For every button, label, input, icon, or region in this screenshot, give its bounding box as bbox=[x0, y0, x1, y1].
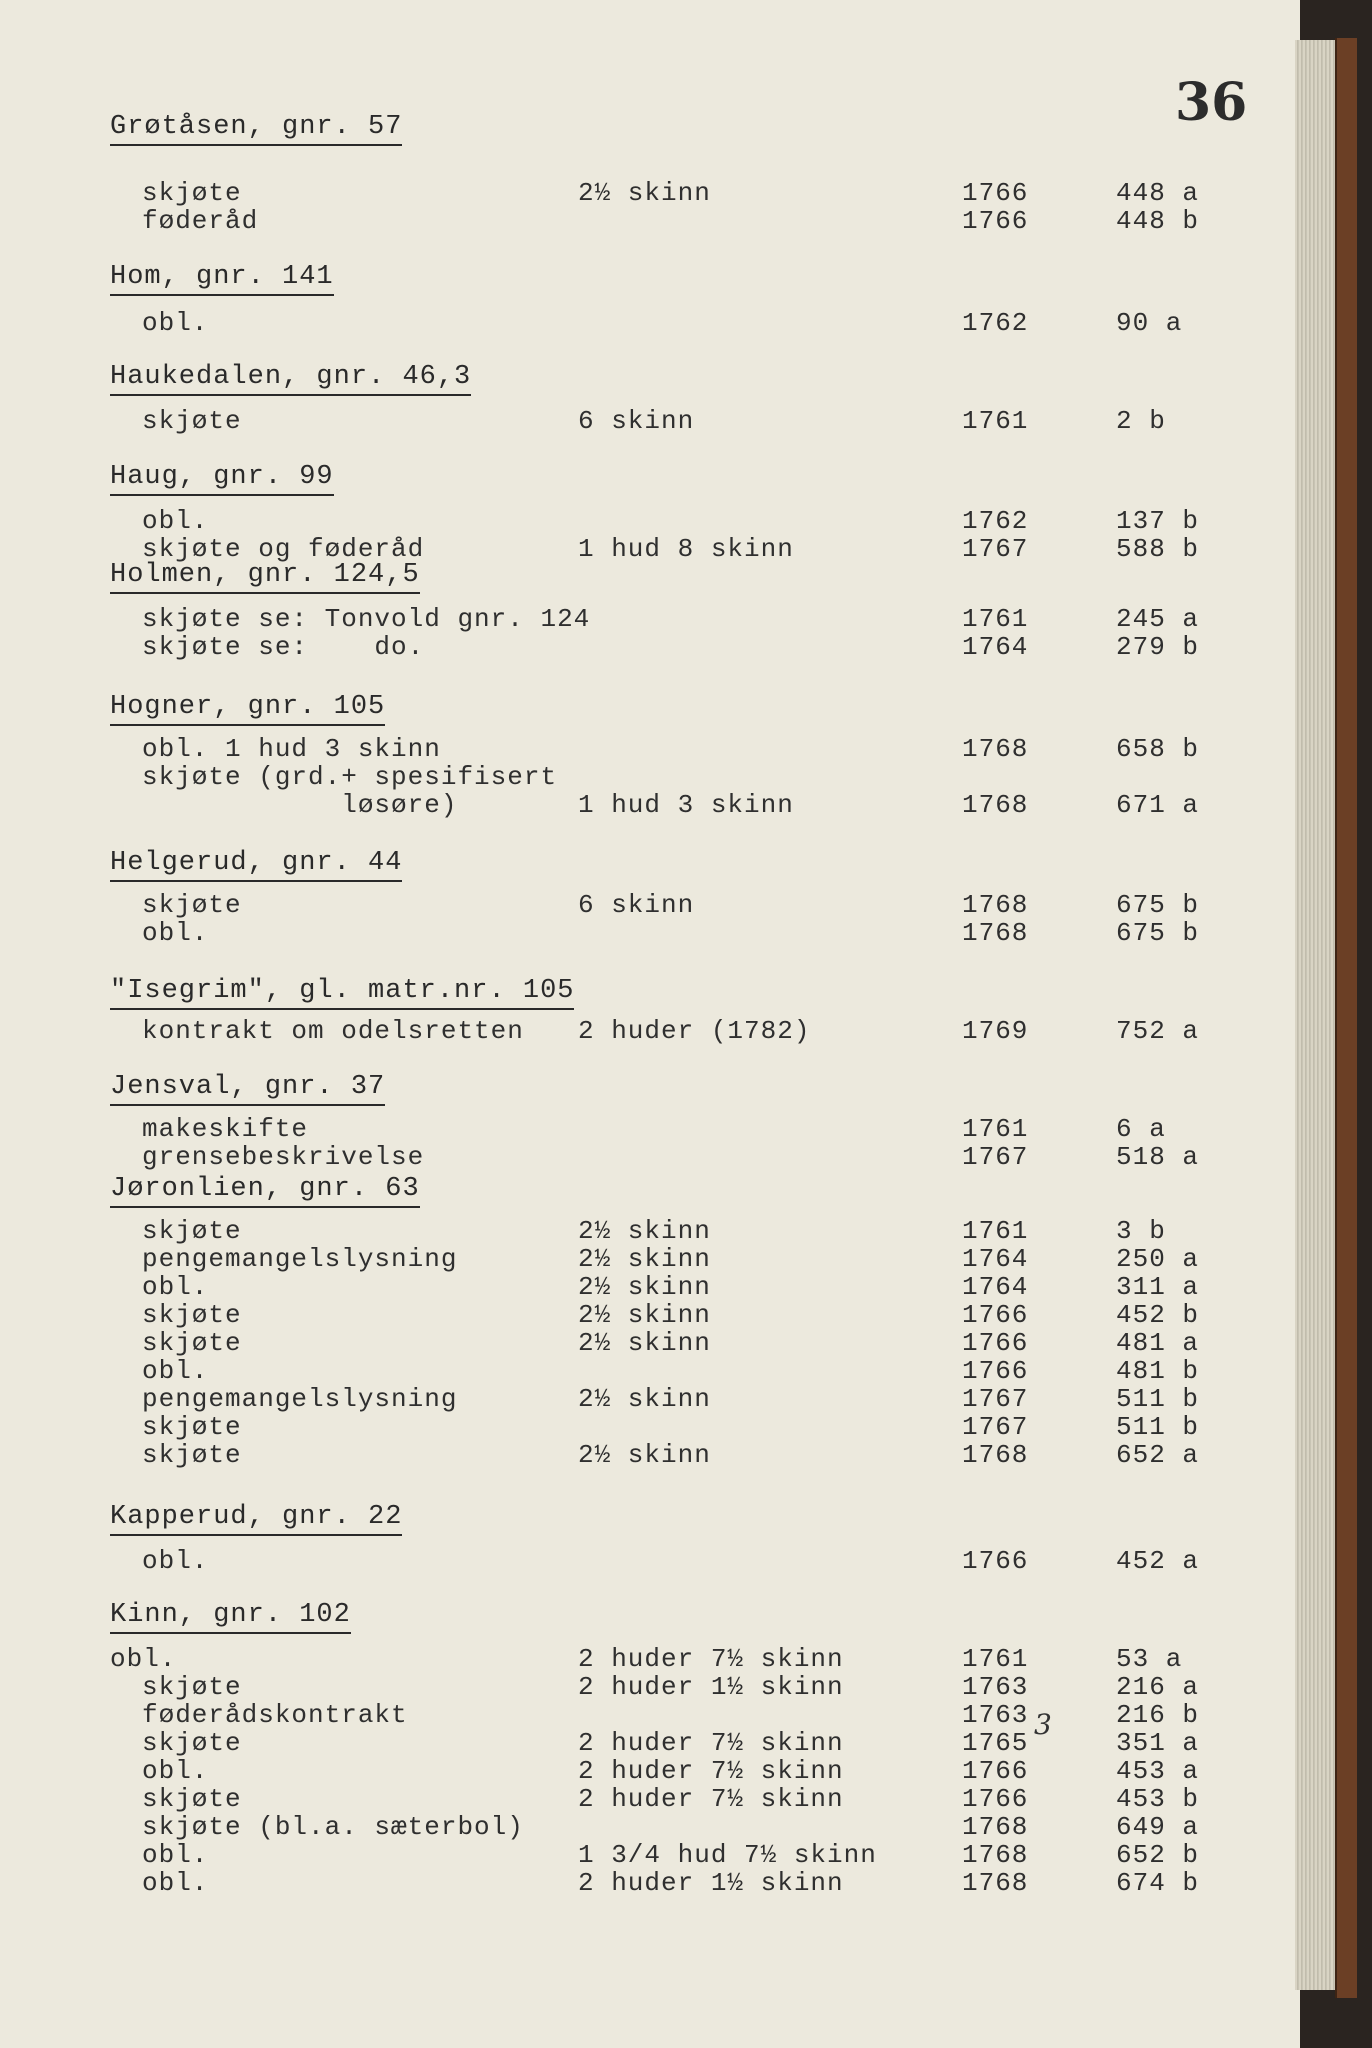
entry-year: 1768 bbox=[962, 1868, 1029, 1898]
section-heading: Holmen, gnr. 124,5 bbox=[110, 560, 420, 594]
entry-desc: føderåd bbox=[142, 206, 259, 236]
entry-desc: føderådskontrakt bbox=[142, 1700, 408, 1730]
entry-desc: skjøte bbox=[142, 178, 242, 208]
entry-size: 2½ skinn bbox=[578, 1300, 711, 1330]
section-heading: Jensval, gnr. 37 bbox=[110, 1072, 385, 1106]
entry-ref: 588 b bbox=[1116, 534, 1200, 564]
entry-size: 2½ skinn bbox=[578, 1216, 711, 1246]
entry-ref: 279 b bbox=[1116, 632, 1200, 662]
entry-year: 1761 bbox=[962, 1216, 1029, 1246]
section-heading: Haukedalen, gnr. 46,3 bbox=[110, 362, 471, 396]
entry-year: 1766 bbox=[962, 1328, 1029, 1358]
entry-size: 2½ skinn bbox=[578, 1272, 711, 1302]
entry-desc: obl. bbox=[142, 1356, 209, 1386]
entry-year: 1763 bbox=[962, 1700, 1029, 1730]
entry-desc: obl. bbox=[142, 506, 209, 536]
entry-ref: 250 a bbox=[1116, 1244, 1200, 1274]
entry-year: 1766 bbox=[962, 1756, 1029, 1786]
entry-desc: skjøte bbox=[142, 1300, 242, 1330]
entry-year: 1761 bbox=[962, 1644, 1029, 1674]
entry-desc: obl. bbox=[142, 918, 209, 948]
entry-year: 1768 bbox=[962, 890, 1029, 920]
entry-ref: 453 a bbox=[1116, 1756, 1200, 1786]
entry-ref: 2 b bbox=[1116, 406, 1166, 436]
entry-year: 1769 bbox=[962, 1016, 1029, 1046]
book-cover-edge bbox=[1335, 38, 1357, 1998]
section-heading: Kapperud, gnr. 22 bbox=[110, 1502, 402, 1536]
entry-desc: skjøte bbox=[142, 1412, 242, 1442]
entry-size: 2½ skinn bbox=[578, 1328, 711, 1358]
entry-desc: skjøte (grd.+ spesifisert bbox=[142, 762, 558, 792]
section-heading: "Isegrim", gl. matr.nr. 105 bbox=[110, 976, 574, 1010]
entry-desc: skjøte se: do. bbox=[142, 632, 425, 662]
entry-size: 6 skinn bbox=[578, 406, 695, 436]
entry-desc: obl. bbox=[142, 1868, 209, 1898]
entry-desc: skjøte bbox=[142, 1728, 242, 1758]
entry-desc: skjøte bbox=[142, 1784, 242, 1814]
entry-year: 1768 bbox=[962, 1440, 1029, 1470]
entry-desc: obl. bbox=[110, 1644, 177, 1674]
entry-size: 2½ skinn bbox=[578, 178, 711, 208]
entry-ref: 518 a bbox=[1116, 1142, 1200, 1172]
section-heading: Grøtåsen, gnr. 57 bbox=[110, 112, 402, 146]
entry-year: 1766 bbox=[962, 1356, 1029, 1386]
page-number: 36 bbox=[1175, 72, 1248, 133]
entry-desc: skjøte bbox=[142, 1216, 242, 1246]
entry-year: 1764 bbox=[962, 1244, 1029, 1274]
entry-desc: skjøte se: Tonvold gnr. 124 bbox=[142, 604, 591, 634]
entry-desc: skjøte (bl.a. sæterbol) bbox=[142, 1812, 524, 1842]
entry-ref: 311 a bbox=[1116, 1272, 1200, 1302]
entry-desc: obl. bbox=[142, 1756, 209, 1786]
entry-size: 2 huder 7½ skinn bbox=[578, 1784, 844, 1814]
entry-year: 1765 bbox=[962, 1728, 1029, 1758]
entry-ref: 674 b bbox=[1116, 1868, 1200, 1898]
entry-year: 1766 bbox=[962, 1300, 1029, 1330]
entry-size: 2½ skinn bbox=[578, 1440, 711, 1470]
entry-year: 1768 bbox=[962, 1812, 1029, 1842]
entry-desc: skjøte bbox=[142, 406, 242, 436]
entry-desc: obl. bbox=[142, 1546, 209, 1576]
section-heading: Helgerud, gnr. 44 bbox=[110, 848, 402, 882]
entry-year: 1768 bbox=[962, 734, 1029, 764]
entry-ref: 53 a bbox=[1116, 1644, 1183, 1674]
entry-ref: 511 b bbox=[1116, 1412, 1200, 1442]
entry-ref: 216 b bbox=[1116, 1700, 1200, 1730]
entry-year: 1761 bbox=[962, 604, 1029, 634]
handwritten-correction: 3 bbox=[1034, 1708, 1052, 1741]
entry-year: 1764 bbox=[962, 632, 1029, 662]
entry-year: 1768 bbox=[962, 1840, 1029, 1870]
entry-size: 2 huder (1782) bbox=[578, 1016, 811, 1046]
entry-size: 2 huder 1½ skinn bbox=[578, 1672, 844, 1702]
entry-desc: makeskifte bbox=[142, 1114, 309, 1144]
entry-ref: 671 a bbox=[1116, 790, 1200, 820]
section-heading: Jøronlien, gnr. 63 bbox=[110, 1174, 420, 1208]
entry-size: 1 3/4 hud 7½ skinn bbox=[578, 1840, 877, 1870]
entry-ref: 652 b bbox=[1116, 1840, 1200, 1870]
entry-size: 2½ skinn bbox=[578, 1244, 711, 1274]
entry-ref: 453 b bbox=[1116, 1784, 1200, 1814]
entry-ref: 675 b bbox=[1116, 890, 1200, 920]
entry-ref: 481 a bbox=[1116, 1328, 1200, 1358]
entry-ref: 6 a bbox=[1116, 1114, 1166, 1144]
entry-desc: skjøte bbox=[142, 1440, 242, 1470]
entry-year: 1761 bbox=[962, 1114, 1029, 1144]
entry-ref: 481 b bbox=[1116, 1356, 1200, 1386]
entry-year: 1767 bbox=[962, 1384, 1029, 1414]
entry-ref: 652 a bbox=[1116, 1440, 1200, 1470]
page-stack-edge bbox=[1295, 40, 1335, 1990]
entry-ref: 245 a bbox=[1116, 604, 1200, 634]
entry-ref: 137 b bbox=[1116, 506, 1200, 536]
section-heading: Kinn, gnr. 102 bbox=[110, 1600, 351, 1634]
entry-desc: pengemangelslysning bbox=[142, 1384, 458, 1414]
entry-year: 1766 bbox=[962, 206, 1029, 236]
entry-desc: kontrakt om odelsretten bbox=[142, 1016, 524, 1046]
entry-size: 1 hud 8 skinn bbox=[578, 534, 794, 564]
entry-desc: obl. bbox=[142, 1272, 209, 1302]
entry-ref: 452 a bbox=[1116, 1546, 1200, 1576]
entry-ref: 3 b bbox=[1116, 1216, 1166, 1246]
section-heading: Haug, gnr. 99 bbox=[110, 462, 334, 496]
entry-ref: 511 b bbox=[1116, 1384, 1200, 1414]
entry-size: 2½ skinn bbox=[578, 1384, 711, 1414]
entry-ref: 448 a bbox=[1116, 178, 1200, 208]
entry-year: 1762 bbox=[962, 506, 1029, 536]
section-heading: Hom, gnr. 141 bbox=[110, 262, 334, 296]
entry-size: 2 huder 7½ skinn bbox=[578, 1756, 844, 1786]
entry-size: 1 hud 3 skinn bbox=[578, 790, 794, 820]
entry-ref: 452 b bbox=[1116, 1300, 1200, 1330]
entry-size: 6 skinn bbox=[578, 890, 695, 920]
entry-year: 1767 bbox=[962, 534, 1029, 564]
entry-desc: løsøre) bbox=[142, 790, 458, 820]
entry-year: 1767 bbox=[962, 1142, 1029, 1172]
entry-year: 1767 bbox=[962, 1412, 1029, 1442]
entry-year: 1761 bbox=[962, 406, 1029, 436]
entry-year: 1768 bbox=[962, 918, 1029, 948]
entry-desc: skjøte bbox=[142, 1672, 242, 1702]
entry-ref: 649 a bbox=[1116, 1812, 1200, 1842]
entry-ref: 752 a bbox=[1116, 1016, 1200, 1046]
entry-year: 1766 bbox=[962, 1784, 1029, 1814]
entry-year: 1764 bbox=[962, 1272, 1029, 1302]
entry-ref: 351 a bbox=[1116, 1728, 1200, 1758]
entry-ref: 216 a bbox=[1116, 1672, 1200, 1702]
entry-size: 2 huder 7½ skinn bbox=[578, 1728, 844, 1758]
entry-size: 2 huder 7½ skinn bbox=[578, 1644, 844, 1674]
entry-ref: 448 b bbox=[1116, 206, 1200, 236]
entry-year: 1766 bbox=[962, 1546, 1029, 1576]
entry-year: 1768 bbox=[962, 790, 1029, 820]
entry-desc: grensebeskrivelse bbox=[142, 1142, 425, 1172]
entry-desc: obl. 1 hud 3 skinn bbox=[142, 734, 441, 764]
entry-ref: 90 a bbox=[1116, 308, 1183, 338]
entry-ref: 658 b bbox=[1116, 734, 1200, 764]
section-heading: Hogner, gnr. 105 bbox=[110, 692, 385, 726]
entry-desc: obl. bbox=[142, 308, 209, 338]
entry-year: 1766 bbox=[962, 178, 1029, 208]
entry-size: 2 huder 1½ skinn bbox=[578, 1868, 844, 1898]
entry-year: 1762 bbox=[962, 308, 1029, 338]
entry-year: 1763 bbox=[962, 1672, 1029, 1702]
entry-desc: obl. bbox=[142, 1840, 209, 1870]
entry-desc: pengemangelslysning bbox=[142, 1244, 458, 1274]
entry-desc: skjøte bbox=[142, 890, 242, 920]
entry-desc: skjøte og føderåd bbox=[142, 534, 425, 564]
entry-ref: 675 b bbox=[1116, 918, 1200, 948]
entry-desc: skjøte bbox=[142, 1328, 242, 1358]
